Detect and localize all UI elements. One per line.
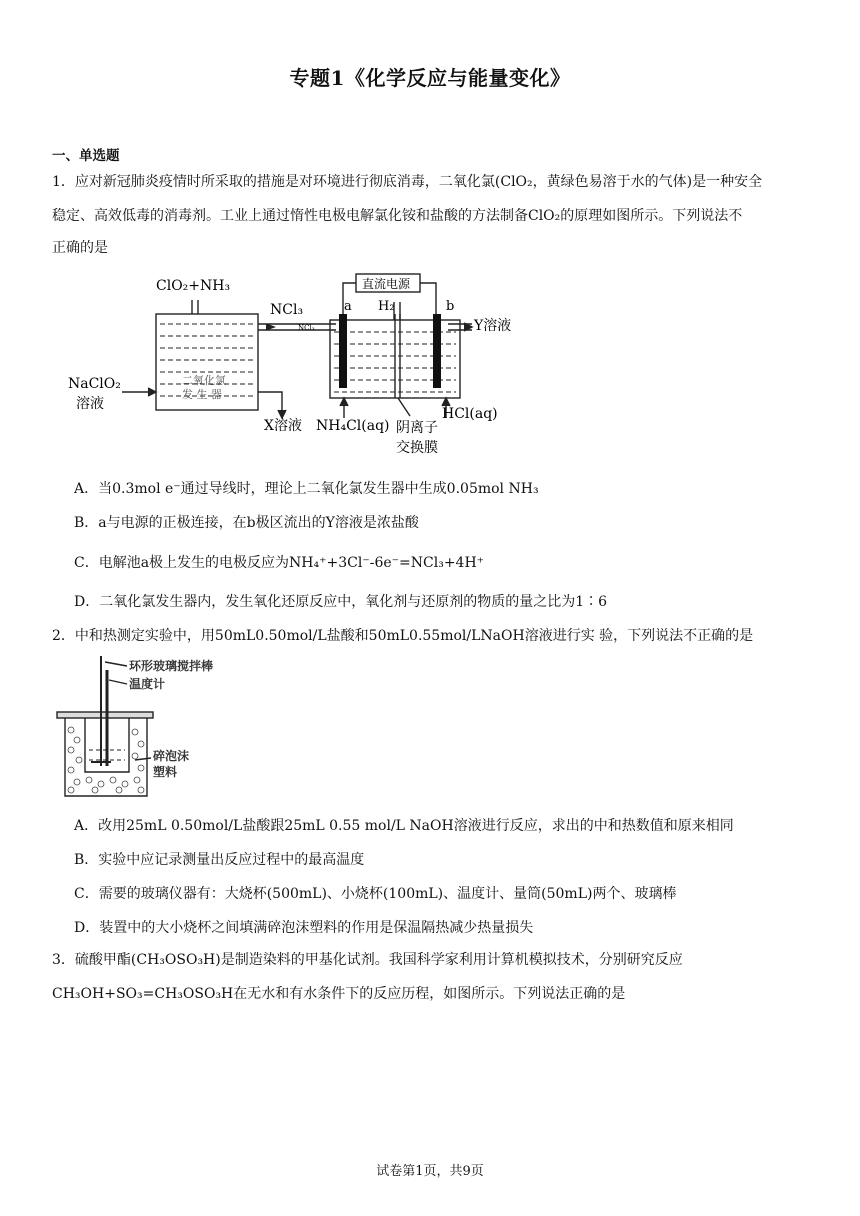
label-naclo2: NaClO₂	[68, 376, 121, 392]
question-2-option-d: D．装置中的大小烧杯之间填满碎泡沫塑料的作用是保温隔热减少热量损失	[74, 920, 534, 936]
page-title: 专题1《化学反应与能量变化》	[289, 66, 571, 90]
label-ncl3: NCl₃	[270, 302, 304, 318]
question-2-option-a: A．改用25mL 0.50mol/L盐酸跟25mL 0.55 mol/L NaOH溶液进行反应，求出的中和热数值和原来相同	[74, 818, 734, 834]
label-electrode-a: a	[344, 299, 352, 314]
label-generator-1: 二氧化氯	[182, 374, 226, 387]
label-foam-1: 碎泡沫	[153, 749, 190, 763]
question-3-line-1: 3．硫酸甲酯(CH₃OSO₃H)是制造染料的甲基化试剂。我国科学家利用计算机模拟技术，分别研究反应	[52, 952, 683, 968]
question-1-option-b: B．a与电源的正极连接，在b极区流出的Y溶液是浓盐酸	[74, 515, 419, 531]
question-1-option-d: D．二氧化氯发生器内，发生氧化还原反应中，氧化剂与还原剂的物质的量之比为1∶6	[74, 594, 608, 610]
question-1-line-1: 1．应对新冠肺炎疫情时所采取的措施是对环境进行彻底消毒，二氧化氯(ClO₂，黄绿色易溶于水的气体)是一种安全	[52, 174, 763, 190]
label-electrode-b: b	[446, 299, 455, 314]
electrolysis-diagram	[60, 268, 540, 468]
calorimeter-diagram	[55, 650, 255, 802]
question-1-line-2: 稳定、高效低毒的消毒剂。工业上通过惰性电极电解氯化铵和盐酸的方法制备ClO₂的原理如图所示。下列说法不	[52, 208, 743, 224]
label-membrane-1: 阴离子	[396, 420, 438, 436]
section-heading: 一、单选题	[52, 148, 120, 164]
question-1-option-c: C．电解池a极上发生的电极反应为NH₄⁺+3Cl⁻-6e⁻=NCl₃+4H⁺	[74, 555, 485, 571]
label-clo2-nh3: ClO₂+NH₃	[156, 278, 231, 294]
label-hcl: HCl(aq)	[442, 406, 498, 422]
label-h2: H₂	[378, 299, 395, 314]
label-thermometer: 温度计	[129, 677, 166, 691]
label-generator-2: 发 生 器	[182, 388, 222, 401]
label-stirrer: 环形玻璃搅拌棒	[129, 659, 214, 673]
question-2-option-c: C．需要的玻璃仪器有：大烧杯(500mL)、小烧杯(100mL)、温度计、量筒(50mL)两个、玻璃棒	[74, 886, 677, 902]
label-foam-2: 塑料	[153, 765, 178, 779]
label-membrane-2: 交换膜	[396, 440, 438, 456]
label-power-supply: 直流电源	[362, 277, 411, 291]
label-y-solution: Y溶液	[474, 318, 512, 334]
label-naclo2-solution: 溶液	[76, 396, 104, 412]
label-nh4cl: NH₄Cl(aq)	[316, 418, 390, 434]
label-x-solution: X溶液	[264, 418, 302, 434]
question-1-option-a: A．当0.3mol e⁻通过导线时，理论上二氧化氯发生器中生成0.05mol NH₃	[74, 481, 539, 497]
question-2-option-b: B．实验中应记录测量出反应过程中的最高温度	[74, 852, 365, 868]
page-footer: 试卷第1页，共9页	[376, 1164, 484, 1179]
question-3-line-2: CH₃OH+SO₃=CH₃OSO₃H在无水和有水条件下的反应历程，如图所示。下列说法正确的是	[52, 986, 626, 1002]
question-2-text: 2．中和热测定实验中，用50mL0.50mol/L盐酸和50mL0.55mol/LNaOH溶液进行实 验，下列说法不正确的是	[52, 628, 754, 644]
label-ncl3-small: NCl₃	[298, 324, 315, 332]
question-1-line-3: 正确的是	[52, 240, 108, 256]
